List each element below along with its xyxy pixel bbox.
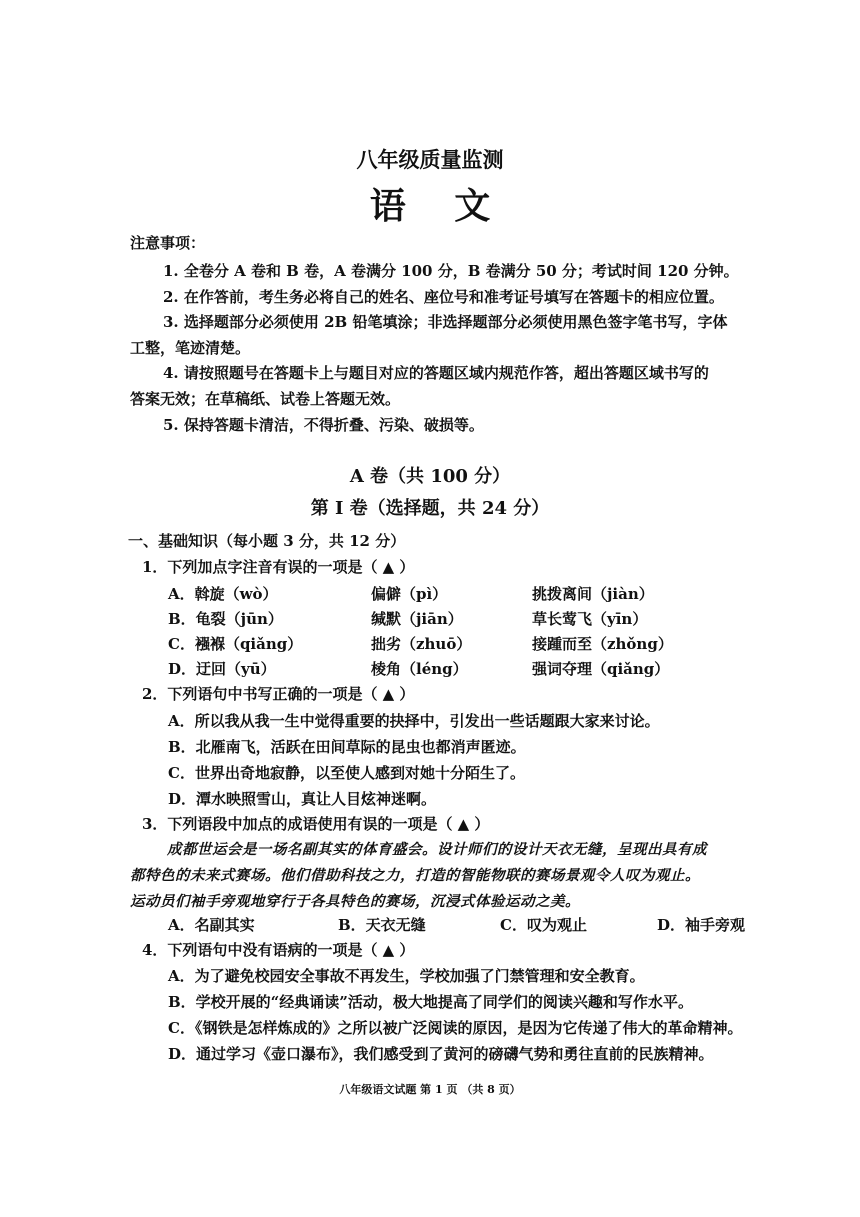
exam-title: 语 文 (369, 185, 509, 227)
option-a2: 偏僻（pì） (371, 585, 448, 603)
option-d3: 强词夺理（qiǎng） (532, 660, 670, 678)
question-2-option: C．世界出奇地寂静，以至使人感到对她十分陌生了。 (168, 764, 525, 782)
option-c3: 接踵而至（zhǒng） (532, 635, 673, 653)
option-b2: 缄默（jiān） (371, 610, 463, 628)
option-a1: A．斡旋（wò） (168, 585, 278, 603)
volume-a-title: A 卷（共 100 分） (349, 466, 511, 487)
question-2-option: A．所以我从我一生中觉得重要的抉择中，引发出一些话题跟大家来讨论。 (168, 712, 660, 730)
note-item: 2. 在作答前，考生务必将自己的姓名、座位号和准考证号填写在答题卡的相应位置。 (163, 288, 724, 306)
note-item: 5. 保持答题卡清洁，不得折叠、污染、破损等。 (163, 416, 484, 434)
option-a3: 挑拨离间（jiàn） (532, 585, 654, 603)
section-heading: 一、基础知识（每小题 3 分，共 12 分） (128, 532, 406, 550)
note-item: 工整，笔迹清楚。 (130, 339, 251, 357)
question-4-stem: 4．下列语句中没有语病的一项是（ ▲ ） (142, 941, 415, 959)
option-b1: B．龟裂（jūn） (168, 610, 283, 628)
exam-subtitle: 八年级质量监测 (356, 147, 504, 172)
notes-heading: 注意事项： (130, 234, 206, 252)
page-footer: 八年级语文试题 第 1 页 （共 8 页） (339, 1083, 521, 1096)
question-3-stem: 3．下列语段中加点的成语使用有误的一项是（ ▲ ） (142, 815, 490, 833)
note-item: 4. 请按照题号在答题卡上与题目对应的答题区域内规范作答，超出答题区域书写的 (163, 364, 709, 382)
question-3-passage-line: 成都世运会是一场名副其实的体育盛会。设计师们的设计天衣无缝，呈现出具有成 (167, 841, 707, 858)
note-item: 3. 选择题部分必须使用 2B 铅笔填涂；非选择题部分必须使用黑色签字笔书写，字体 (163, 313, 728, 331)
question-3-passage-line: 都特色的未来式赛场。他们借助科技之力，打造的智能物联的赛场景观令人叹为观止。 (130, 867, 700, 884)
question-3-option: B．天衣无缝 (338, 916, 426, 934)
question-3-option: A．名副其实 (168, 916, 255, 934)
question-4-option: A．为了避免校园安全事故不再发生，学校加强了门禁管理和安全教育。 (168, 967, 645, 985)
question-4-option: D．通过学习《壶口瀑布》，我们感受到了黄河的磅礴气势和勇往直前的民族精神。 (168, 1045, 714, 1063)
option-d1: D．迂回（yū） (168, 660, 276, 678)
question-2-stem: 2．下列语句中书写正确的一项是（ ▲ ） (142, 685, 415, 703)
note-item: 1. 全卷分 A 卷和 B 卷，A 卷满分 100 分，B 卷满分 50 分；考试时间 120 分钟。 (163, 262, 739, 280)
question-2-option: D．潭水映照雪山，真让人目炫神迷啊。 (168, 790, 437, 808)
question-3-option: C．叹为观止 (500, 916, 587, 934)
question-3-option: D．袖手旁观 (657, 916, 746, 934)
option-b3: 草长莺飞（yīn） (532, 610, 648, 628)
question-1-stem: 1．下列加点字注音有误的一项是（ ▲ ） (142, 558, 415, 576)
option-c1: C．襁褓（qiǎng） (168, 635, 303, 653)
option-c2: 拙劣（zhuō） (371, 635, 472, 653)
note-item: 答案无效；在草稿纸、试卷上答题无效。 (130, 390, 401, 408)
question-3-passage-line: 运动员们袖手旁观地穿行于各具特色的赛场，沉浸式体验运动之美。 (130, 893, 580, 910)
question-4-option: B．学校开展的“经典诵读”活动，极大地提高了同学们的阅读兴趣和写作水平。 (168, 993, 693, 1011)
question-4-option: C．《钢铁是怎样炼成的》之所以被广泛阅读的原因，是因为它传递了伟大的革命精神。 (168, 1019, 743, 1037)
question-2-option: B．北雁南飞，活跃在田间草际的昆虫也都消声匿迹。 (168, 738, 526, 756)
option-d2: 棱角（léng） (371, 660, 468, 678)
part1-title: 第 I 卷（选择题，共 24 分） (310, 498, 550, 519)
